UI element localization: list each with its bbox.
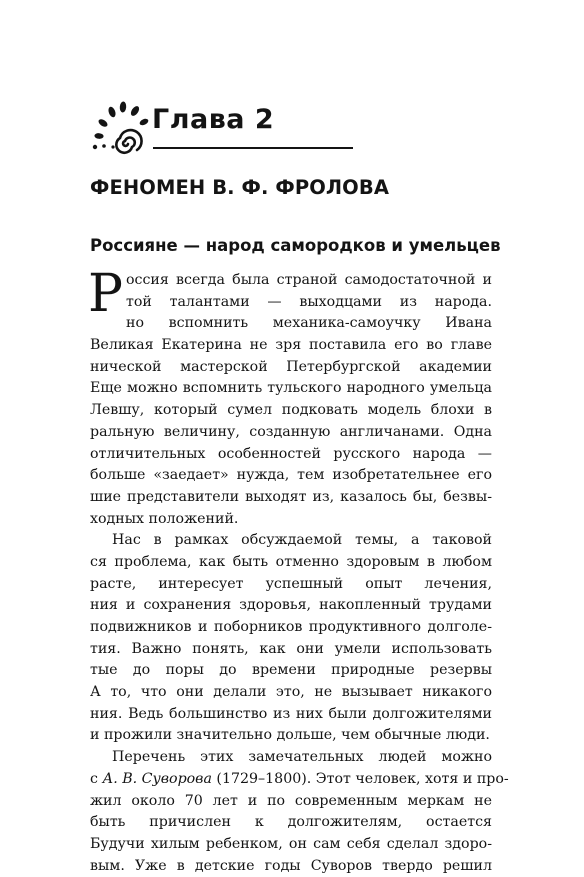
text-line: Левшу, который сумел подковать модель блохи в	[90, 402, 492, 419]
text-line: больше «заедает» нужда, тем изобретательнее его	[90, 467, 492, 484]
text-line: ральную величину, созданную англичанами. Одна	[90, 423, 492, 440]
section-title: Россияне — народ самородков и умельцев	[90, 236, 501, 255]
text-line: Перечень этих замечательных людей можно	[112, 749, 492, 766]
body-text	[88, 264, 509, 877]
text-line: Будучи хилым ребенком, он сам себя сделал здоро-	[90, 835, 492, 852]
text-line: ния. Ведь большинство из них были долгожителями	[90, 705, 492, 722]
drop-cap: Р	[88, 264, 123, 324]
text-line: ся проблема, как быть отменно здоровым в любом	[90, 553, 492, 570]
text-line: тые до поры до времени природные резервы	[90, 662, 492, 679]
text-line: но вспомнить механика-самоучку Ивана	[126, 315, 492, 332]
chapter-underline	[153, 147, 353, 149]
text-fragment: с	[90, 770, 103, 787]
text-line: ходных положений.	[90, 510, 239, 527]
text-line: расте, интересует успешный опыт лечения,	[90, 575, 492, 592]
text-line: и прожили значительно дольше, чем обычные люди.	[90, 727, 490, 744]
chapter-title: ФЕНОМЕН В. Ф. ФРОЛОВА	[90, 176, 390, 199]
text-line: жил около 70 лет и по современным меркам не	[90, 792, 492, 809]
text-line: Еще можно вспомнить тульского народного умельца	[90, 380, 492, 397]
text-line: вым. Уже в детские годы Суворов твердо решил	[90, 857, 492, 874]
sun-spiral-ornament-icon	[90, 100, 150, 160]
text-line: той талантами — выходцами из народа.	[126, 293, 492, 310]
chapter-label: Глава 2	[152, 104, 275, 135]
text-line: Великая Екатерина не зря поставила его во главе	[90, 337, 492, 354]
text-line: А то, что они делали это, не вызывает никакого	[90, 684, 492, 701]
chapter-heading	[90, 100, 390, 160]
text-line: нической мастерской Петербургской академии	[90, 358, 492, 375]
person-name: А. В. Суворова	[102, 770, 212, 787]
text-line: подвижников и поборников продуктивного долголе-	[90, 619, 492, 635]
text-line: шие представители выходят из, казалось бы, безвы-	[90, 488, 492, 505]
text-line: ния и сохранения здоровья, накопленный трудами	[90, 597, 492, 614]
text-fragment: (1729–1800). Этот человек, хотя и про-	[211, 770, 509, 787]
text-line: оссия всегда была страной самодостаточной и	[126, 272, 492, 288]
text-line	[90, 769, 509, 791]
text-line: быть причислен к долгожителям, остается	[90, 814, 492, 831]
text-line: Нас в рамках обсуждаемой темы, а таковой	[112, 532, 492, 549]
text-line: отличительных особенностей русского народа —	[90, 445, 492, 462]
text-line: тия. Важно понять, как они умели использовать	[90, 640, 492, 657]
